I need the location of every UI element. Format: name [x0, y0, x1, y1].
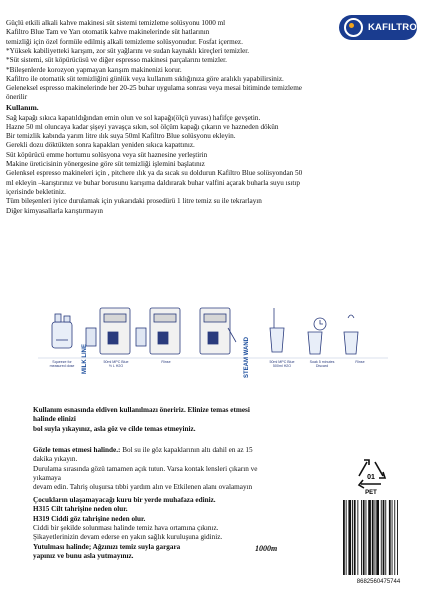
step-caption: 50ml MPC Blue 500ml H2O	[269, 360, 295, 369]
usage-line: içerisinde bekletiniz.	[6, 187, 66, 196]
squeeze-bottle-icon	[52, 314, 72, 348]
eye-line: yıkamaya	[33, 473, 61, 482]
rinse-glass-icon	[344, 315, 358, 354]
hazard-line: Çocukların ulaşamayacağı kuru bir yerde muhafaza ediniz.	[33, 496, 216, 504]
intro-line: Kafiltro ile otomatik süt temizliğini günlük veya kullanım sıklığınıza göre aralıklı yapabilirsiniz.	[6, 74, 284, 83]
eye-first-line	[33, 446, 253, 455]
eye-lead: Gözle temas etmesi halinde.:	[33, 446, 121, 454]
step-caption: Rinse	[161, 360, 171, 364]
logo-mark-icon	[344, 18, 363, 37]
instruction-steps	[38, 288, 388, 392]
milk-line-label: MILK LINE	[82, 344, 88, 374]
hazard-line: H315 Cilt tahrişine neden olur.	[33, 505, 128, 514]
pitcher-icon	[270, 308, 284, 352]
intro-line: Güçlü etkili alkali kahve makinesi süt sistemi temizleme solüsyonu 1000 ml	[6, 19, 226, 27]
usage-line: ml ekleyin –karıştırınız ve buhar borusunu karışıma daldırarak buhar valfini açarak buharla suyu ısıtıp	[6, 178, 300, 187]
usage-line: Gerekli dozu döktükten sonra kapakları yeniden sıkıca kapattınız.	[6, 141, 195, 150]
intro-line: Geleneksel espresso makinelerinde her 20-25 buhar uygulama sonrası veya mesai bitiminde temizleme	[6, 84, 302, 93]
intro-line: *Süt sistemi, süt köpürücüsü ve diğer espresso makinesi parçalarını temizler.	[6, 56, 227, 65]
coffee-machine-icon	[200, 308, 236, 354]
intro-line: önerilir	[6, 93, 28, 102]
barcode	[341, 500, 416, 575]
usage-line: Makine üreticisinin yönergesine göre süt temizliği işlemini başlatınız	[6, 160, 205, 168]
inhalation-line: Şikayetlerinizin devam ederse en yakın sağlık kuruluşuna gidiniz.	[33, 533, 223, 542]
warning-line: bol suyla yıkayınız, asla göz ve cilde temas etmeyiniz.	[33, 424, 196, 433]
step-caption: Soak 5 minutes Discard	[309, 360, 335, 369]
usage-line: Diğer kimyasallarla karıştırmayın	[6, 206, 103, 215]
usage-heading: Kullanım.	[6, 103, 39, 112]
usage-line: Hazne 50 ml oluncaya kadar şişeyi yavaşça sıkın, sol ölçüm kapağı çıkarın ve hazneden dökün	[6, 122, 279, 131]
hazard-line: H319 Ciddi göz tahrişine neden olur.	[33, 514, 146, 523]
step-caption: Squeeze for measured dose	[49, 360, 75, 369]
usage-line: Gelenksel espresso makineleri için , pitchere ılık ya da sıcak su doldurun Kafiltro Blue solüsyondan 50	[6, 169, 303, 178]
usage-line: Sağ kapağı sıkıca kapatıldığından emin olun ve sol kapağı(ölçü yuvası) hafifçe gevşetin.	[6, 113, 261, 122]
timer-icon	[308, 318, 326, 354]
intro-line: Kafiltro Blue Tam ve Yarı otomatik kahve makinelerinde süt hatlarının	[6, 28, 210, 37]
swallow-line: Yutulması halinde; Ağzınızı temiz suyla gargara	[33, 543, 181, 551]
usage-line: Süt köpürücü emme hortumu solüsyona veya süt haznesine yerleştirin	[6, 150, 208, 159]
usage-line: Bir temizlik kabında yarım litre ılık suya 50ml Kafiltro Blue solüsyonu ekleyin.	[6, 132, 236, 141]
recycle-material: PET	[365, 490, 377, 496]
swallow-line: yapınız ve bunu asla yutmayınız.	[33, 552, 134, 561]
intro-line: *Bileşenlerde korozyon yapmayan karışım makinenizi korur.	[6, 65, 182, 74]
recycle-pet-icon	[349, 456, 393, 496]
intro-line: temizliği için özel formüle edilmiş alkali temizleme solüsyonudur. Fosfat içermez.	[6, 37, 243, 46]
coffee-machine-icon	[86, 308, 130, 354]
eye-line: Durulama sırasında gözü tamamen açık tutun. Varsa kontak lensleri çıkarın ve	[33, 464, 258, 473]
barcode-number: 8682560475744	[356, 579, 401, 585]
eye-first-rest: Bol su ile göz kapaklarının altı dahil en az 15	[120, 446, 253, 454]
eye-line: devam edin. Tahriş oluşursa tıbbi yardım alın ve Etkilenen alanı ovalamayın	[33, 483, 253, 492]
steam-wand-label: STEAM WAND	[244, 337, 250, 378]
warning-line: Kullanım esnasında eldiven kullanılmazı öneririz. Elinize temas etmesi	[33, 406, 250, 414]
recycle-code: 01	[367, 474, 375, 481]
step-caption: 50ml MPC Blue ½ L H2O	[103, 360, 129, 369]
usage-line: Tüm bileşenleri iyice durulamak için yukarıdaki prosedürü 1 litre temiz su ile tekrarlayın	[6, 197, 262, 206]
warning-line: halinde elinizi	[33, 415, 76, 424]
step-caption: Rinse	[355, 360, 365, 364]
kafiltro-logo	[339, 15, 417, 40]
eye-line: dakika yıkayın.	[33, 455, 78, 464]
intro-line: *Yüksek kabiliyetteki karışım, zor süt yağlarını ve sudan kaynaklı kireçleri temizler.	[6, 46, 250, 55]
inhalation-line: Ciddi bir şekilde solunması halinde temiz hava ortamına çıkınız.	[33, 524, 219, 532]
coffee-machine-icon	[136, 308, 180, 354]
steps-illustration	[38, 288, 388, 392]
volume-label: 1000m	[255, 544, 278, 553]
logo-text: KAFILTRO	[368, 22, 417, 33]
